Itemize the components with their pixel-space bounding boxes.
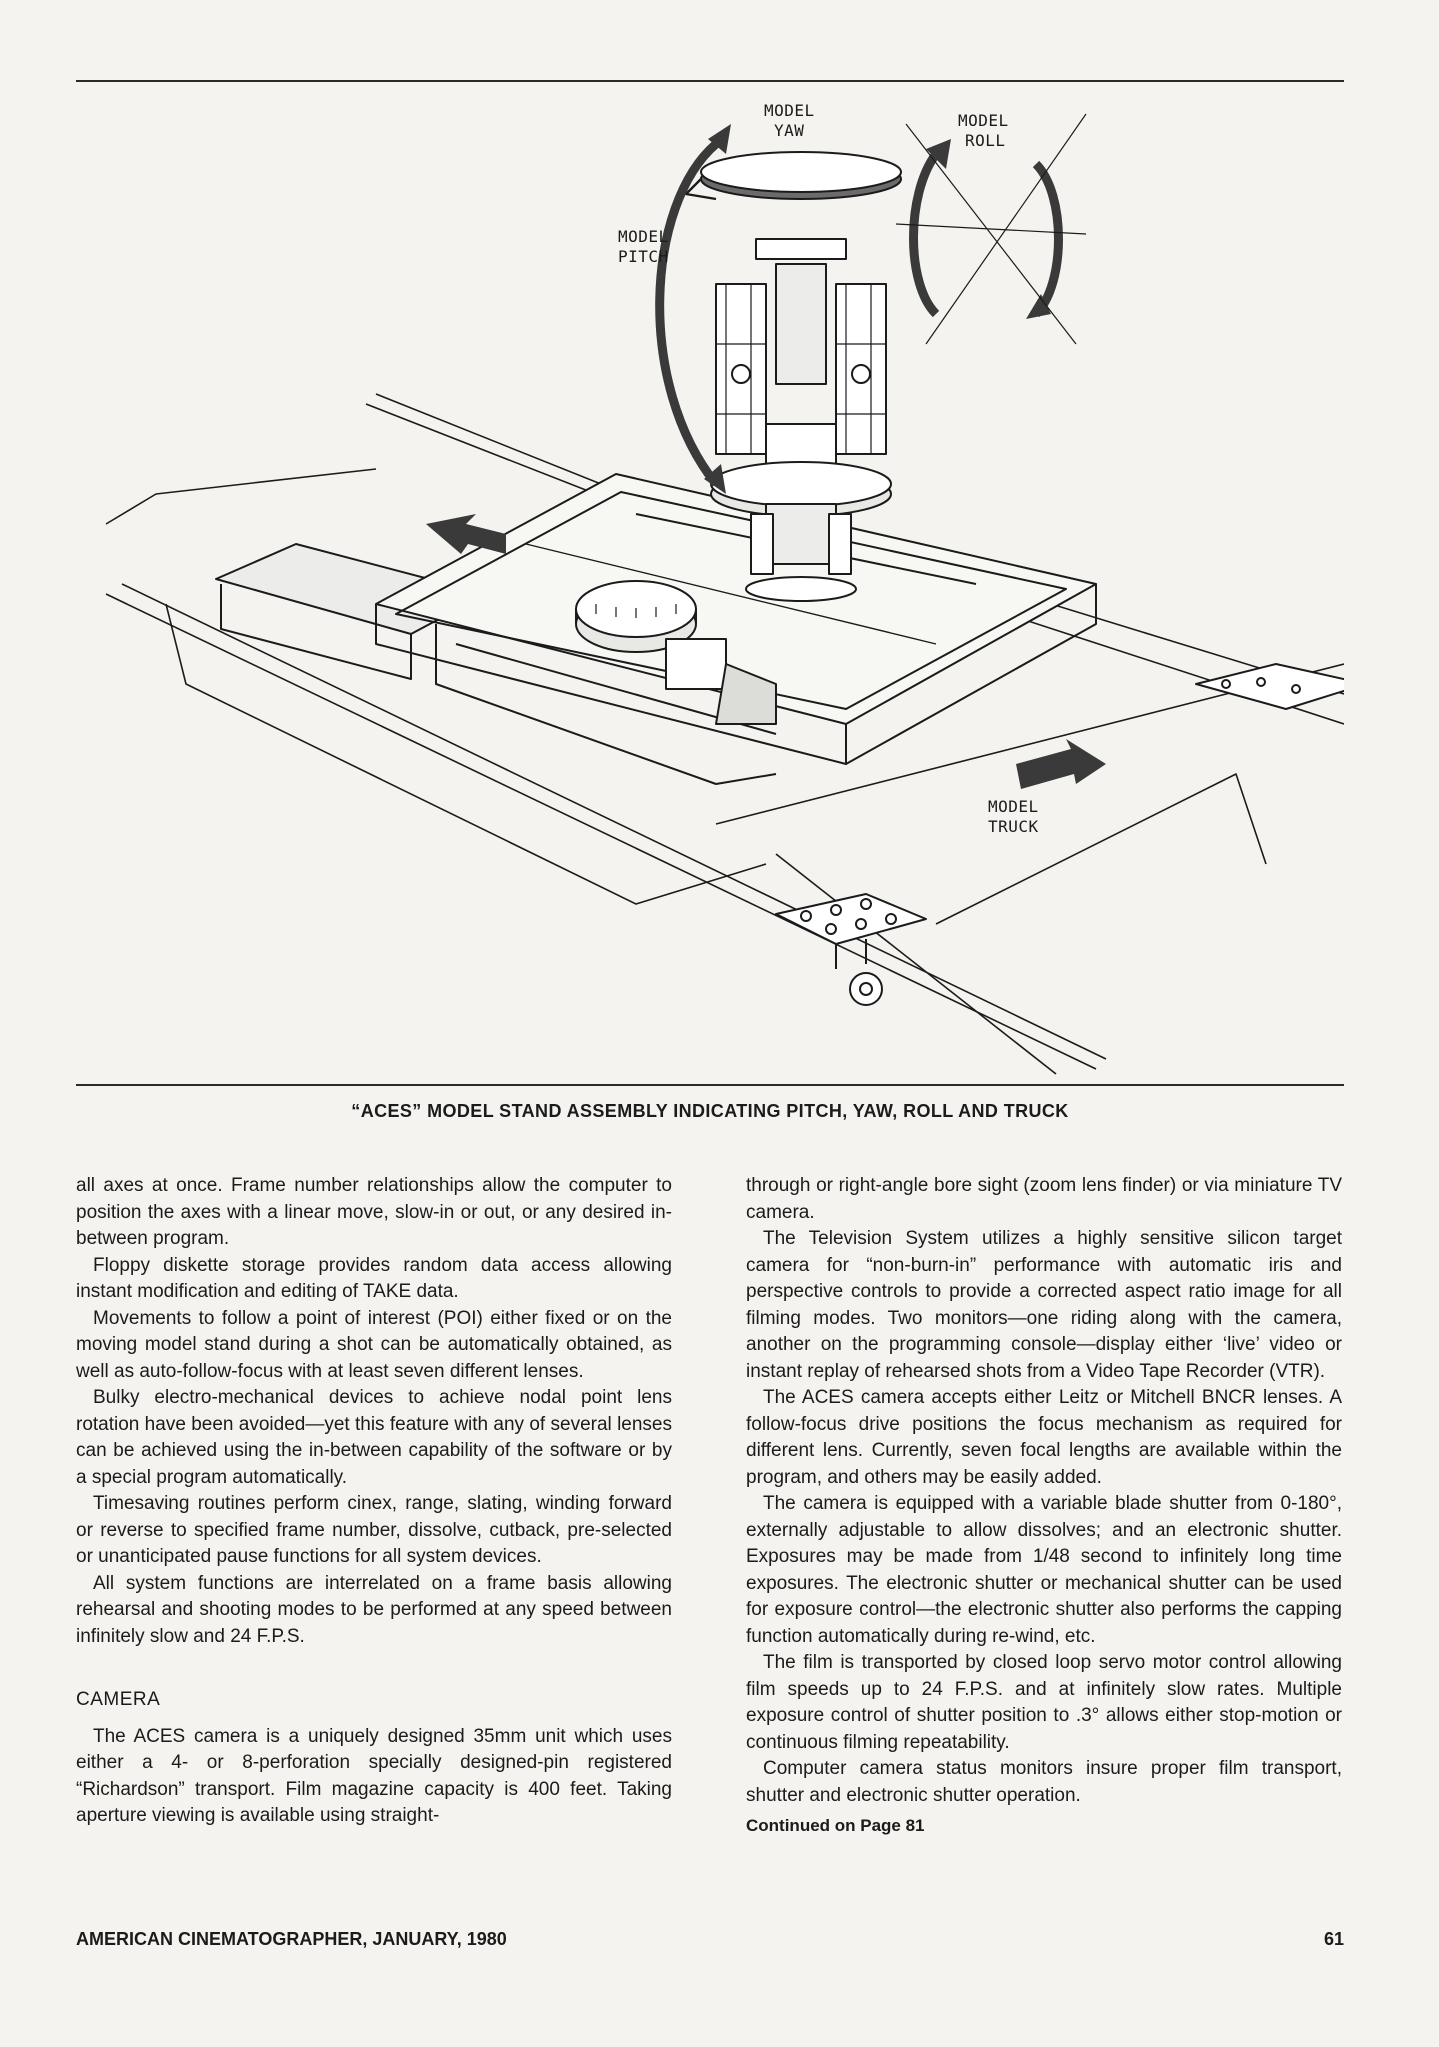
paragraph: All system functions are interrelated on a frame basis allowing rehearsal and shooting modes to be performed at any speed between infinitely slow and 24 F.P.S.: [76, 1572, 672, 1647]
paragraph: The Television System utilizes a highly sensitive silicon target camera for “non-burn-in” performance with automatic iris and perspective controls to provide a corrected aspect ratio image for all filming modes. Two monitors—one riding along with the camera, another on the programming console—display either ‘live’ video or instant replay of rehearsed shots from a Video Tape Recorder (VTR).: [746, 1228, 1342, 1382]
figure-caption: “ACES” MODEL STAND ASSEMBLY INDICATING PITCH, YAW, ROLL AND TRUCK: [351, 1101, 1069, 1121]
continued-link[interactable]: Continued on Page 81: [746, 1816, 925, 1835]
label-yaw-line2: YAW: [774, 121, 805, 140]
caption-rule: [76, 1084, 1344, 1086]
rail-end-bracket: [1196, 664, 1344, 709]
truck-arrow: [1016, 739, 1106, 789]
paragraph: The ACES camera accepts either Leitz or Mitchell BNCR lenses. A follow-focus drive positions the focus mechanism as required for different lens. Currently, seven focal lengths are available within the program, and others may be easily added.: [746, 1387, 1342, 1488]
label-truck-line2: TRUCK: [988, 817, 1039, 836]
paragraph: through or right-angle bore sight (zoom lens finder) or via miniature TV camera.: [746, 1175, 1342, 1223]
model-stand-illustration: [76, 84, 1344, 1079]
paragraph: all axes at once. Frame number relationships allow the computer to position the axes with a linear move, slow-in or out, or any desired in-between program.: [76, 1175, 672, 1249]
label-pitch-line1: MODEL: [618, 227, 669, 246]
top-rule: [76, 80, 1344, 82]
label-truck-line1: MODEL: [988, 797, 1039, 816]
caster-block: [776, 894, 926, 1005]
paragraph: Computer camera status monitors insure proper film transport, shutter and electronic shutter operation.: [746, 1758, 1342, 1806]
label-roll-line1: MODEL: [958, 111, 1009, 130]
paragraph: Bulky electro-mechanical devices to achieve nodal point lens rotation have been avoided—yet this feature with any of several lenses can be achieved using the in-between capability of the software or by a special program automatically.: [76, 1387, 672, 1488]
label-pitch-line2: PITCH: [618, 247, 669, 266]
paragraph: The camera is equipped with a variable blade shutter from 0-180°, externally adjustable to allow dissolves; and an electronic shutter. Exposures may be made from 1/48 second to infinitely long time exposures. The electronic shutter or mechanical shutter can be used for exposure control—the electronic shutter also performs the capping function automatically during re-wind, etc.: [746, 1493, 1342, 1647]
truck-frame: [376, 474, 1096, 784]
paragraph: The film is transported by closed loop servo motor control allowing film speeds up to 24 F.P.S. and at infinitely slow rates. Multiple exposure control of shutter position to .3° allows either stop-motion or continuous filming repeatability.: [746, 1652, 1342, 1753]
left-column: [76, 1173, 672, 1830]
paragraph: Movements to follow a point of interest (POI) either fixed or on the moving model stand during a shot can be automatically obtained, as well as auto-follow-focus with at least seven different lenses.: [76, 1307, 672, 1382]
yaw-disc: [686, 152, 901, 199]
publication-footer: AMERICAN CINEMATOGRAPHER, JANUARY, 1980: [76, 1929, 507, 1949]
label-yaw-line1: MODEL: [764, 101, 815, 120]
paragraph: Timesaving routines perform cinex, range, slating, winding forward or reverse to specified frame number, dissolve, cutback, pre-selected or unanticipated pause functions for all system devices.: [76, 1493, 672, 1567]
page-number: 61: [1323, 1929, 1344, 1949]
paragraph: Floppy diskette storage provides random data access allowing instant modification and editing of TAKE data.: [76, 1254, 672, 1302]
left-direction-arrow: [426, 514, 506, 554]
roll-arrow: [914, 154, 937, 314]
right-column: [746, 1173, 1342, 1840]
label-roll-line2: ROLL: [965, 131, 1006, 150]
section-heading-camera: CAMERA: [76, 1689, 161, 1710]
paragraph: The ACES camera is a uniquely designed 35mm unit which uses either a 4- or 8-perforation specially designed-pin registered “Richardson” transport. Film magazine capacity is 400 feet. Taking aperture viewing is available using straight-: [76, 1725, 672, 1826]
